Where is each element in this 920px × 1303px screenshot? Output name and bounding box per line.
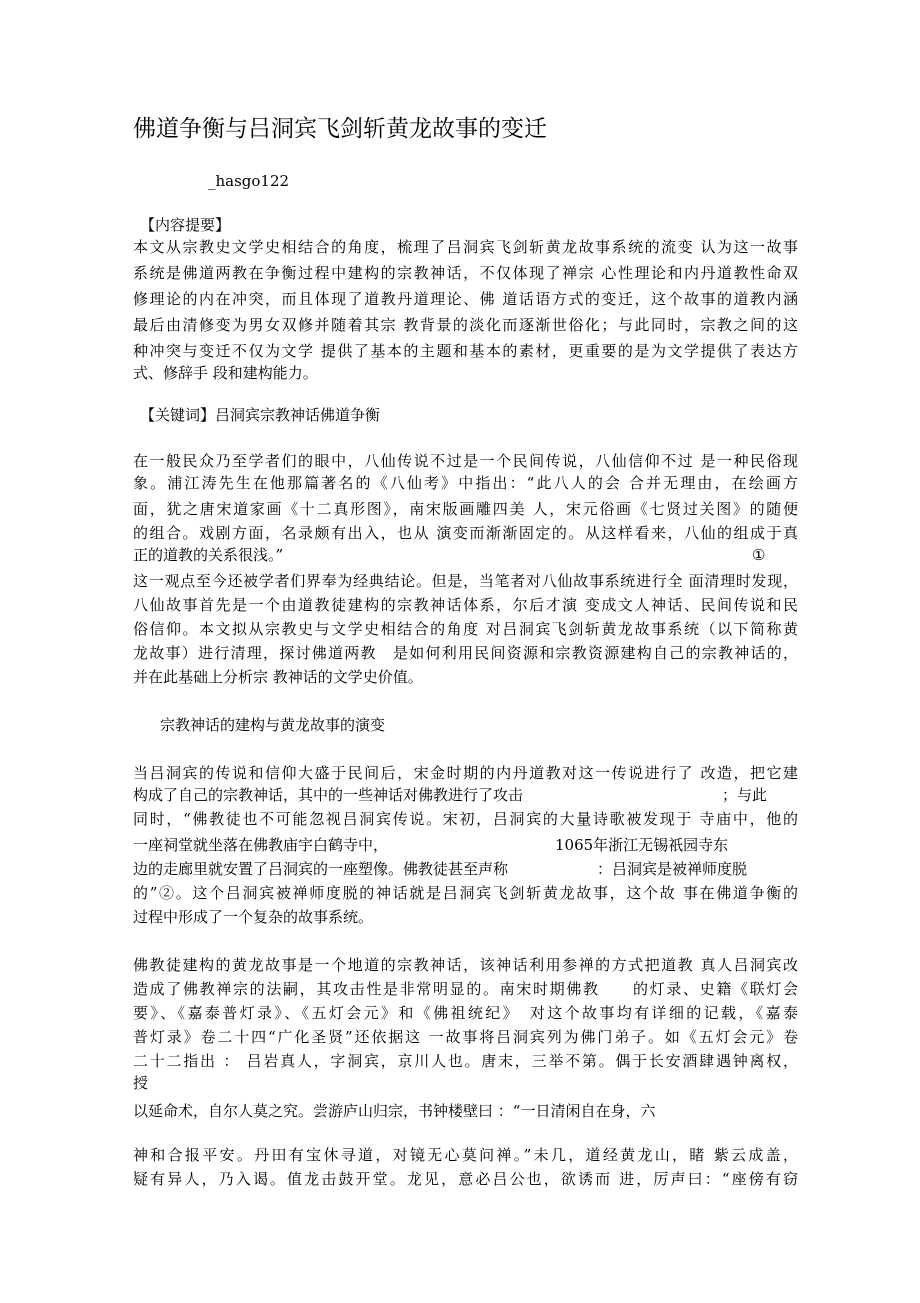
intro-line: 的组合。戏剧方面，名录颇有出入，也从 演变而渐渐固定的。从这样看来，八仙的组成于真 bbox=[133, 524, 798, 542]
body-line: 要》、《嘉泰普灯录》、《五灯会元》和《佛祖统纪》 对这个故事均有详细的记载，《嘉泰 bbox=[133, 1004, 798, 1022]
body-line: 同时，“佛教徒也不可能忽视吕洞宾传说。宋初，吕洞宾的大量诗歌被发现于 寺庙中，他的 bbox=[133, 810, 798, 828]
intro-line: 并在此基础上分析宗 教神话的文学史价值。 bbox=[133, 668, 423, 686]
abstract-label: 【内容提要】 bbox=[140, 216, 231, 234]
abstract-line: 种冲突与变迁不仅为文学 提供了基本的主题和基本的素材，更重要的是为文学提供了表达方 bbox=[133, 342, 798, 360]
author: _hasgo122 bbox=[208, 172, 290, 190]
abstract-line: 系统是佛道两教在争衡过程中建构的宗教神话，不仅体现了禅宗 心性理论和内丹道教性命双 bbox=[133, 264, 798, 282]
body-line: 构成了自己的宗教神话，其中的一些神话对佛教进行了攻击 bbox=[133, 786, 524, 804]
body-line: ；与此 bbox=[722, 786, 768, 804]
footnote-marker: ① bbox=[752, 546, 766, 564]
section-heading: 宗教神话的建构与黄龙故事的演变 bbox=[160, 716, 386, 734]
body-line: 的”②。这个吕洞宾被禅师度脱的神话就是吕洞宾飞剑斩黄龙故事，这个故 事在佛道争衡的 bbox=[133, 884, 798, 902]
keywords: 【关键词】吕洞宾宗教神话佛道争衡 bbox=[140, 406, 381, 424]
abstract-line: 式、修辞手 段和建构能力。 bbox=[133, 364, 318, 382]
body-line: 以延命术，自尔人莫之究。尝游庐山归宗，书钟楼壁曰 ：“一日清闲自在身，六 bbox=[133, 1102, 656, 1120]
abstract-line: 修理论的内在冲突，而且体现了道教丹道理论、佛 道话语方式的变迁，这个故事的道教内涵 bbox=[133, 290, 798, 308]
body-line: ：吕洞宾是被禅师度脱 bbox=[597, 860, 748, 878]
body-line: 一座祠堂就坐落在佛教庙宇白鹤寺中， bbox=[133, 836, 389, 854]
abstract-line: 本文从宗教史文学史相结合的角度，梳理了吕洞宾飞剑斩黄龙故事系统的流变 认为这一故事 bbox=[133, 238, 798, 256]
body-line: 边的走廊里就安置了吕洞宾的一座塑像。佛教徒甚至声称 bbox=[133, 860, 509, 878]
body-line: 1065年浙江无锡祇园寺东 bbox=[555, 836, 729, 854]
intro-line: 八仙故事首先是一个由道教徒建构的宗教神话体系，尔后才演 变成文人神话、民间传说和民 bbox=[133, 596, 798, 614]
intro-line: 这一观点至今还被学者们界奉为经典结论。但是，当笔者对八仙故事系统进行全 面清理时发现， bbox=[133, 572, 798, 590]
body-line: 疑有异人，乃入谒。值龙击鼓开堂。龙见，意必吕公也，欲诱而 进，厉声曰：“座傍有窃 bbox=[133, 1170, 798, 1188]
body-line: 神和合报平安。丹田有宝休寻道，对镜无心莫问禅。”未几，道经黄龙山，睹 紫云成盖， bbox=[133, 1146, 798, 1164]
intro-line: 面，犹之唐宋道家画《十二真形图》，南宋版画雕四美 人，宋元俗画《七贤过关图》的随便 bbox=[133, 500, 798, 518]
body-line: 造成了佛教禅宗的法嗣，其攻击性是非常明显的。南宋时期佛教 的灯录、史籍《联灯会 bbox=[133, 980, 798, 998]
page-title: 佛道争衡与吕洞宾飞剑斩黄龙故事的变迁 bbox=[133, 116, 547, 142]
body-line: 二十二指出 ： 吕岩真人，字洞宾，京川人也。唐末，三举不第。偶于长安酒肆遇钟离权， bbox=[133, 1052, 798, 1070]
body-line: 当吕洞宾的传说和信仰大盛于民间后，宋金时期的内丹道教对这一传说进行了 改造，把它建 bbox=[133, 764, 798, 782]
intro-line: 正的道教的关系很浅。” bbox=[133, 546, 284, 564]
intro-line: 在一般民众乃至学者们的眼中，八仙传说不过是一个民间传说，八仙信仰不过 是一种民俗现 bbox=[133, 452, 798, 470]
intro-line: 龙故事）进行清理，探讨佛道两教 是如何利用民间资源和宗教资源建构自己的宗教神话的， bbox=[133, 644, 798, 662]
intro-line: 象。浦江涛先生在他那篇著名的《八仙考》中指出：“此八人的会 合并无理由，在绘画方 bbox=[133, 474, 798, 492]
abstract-line: 最后由清修变为男女双修并随着其宗 教背景的淡化而逐渐世俗化；与此同时，宗教之间的这 bbox=[133, 316, 798, 334]
body-line: 普灯录》卷二十四“广化圣贤”还依据这 一故事将吕洞宾列为佛门弟子。如《五灯会元》卷 bbox=[133, 1028, 798, 1046]
intro-line: 俗信仰。本文拟从宗教史与文学史相结合的角度 对吕洞宾飞剑斩黄龙故事系统（以下简称黄 bbox=[133, 620, 798, 638]
body-line: 佛教徒建构的黄龙故事是一个地道的宗教神话，该神话利用参禅的方式把道教 真人吕洞宾改 bbox=[133, 956, 798, 974]
body-line: 过程中形成了一个复杂的故事系统。 bbox=[133, 908, 374, 926]
body-line: 授 bbox=[133, 1074, 149, 1092]
